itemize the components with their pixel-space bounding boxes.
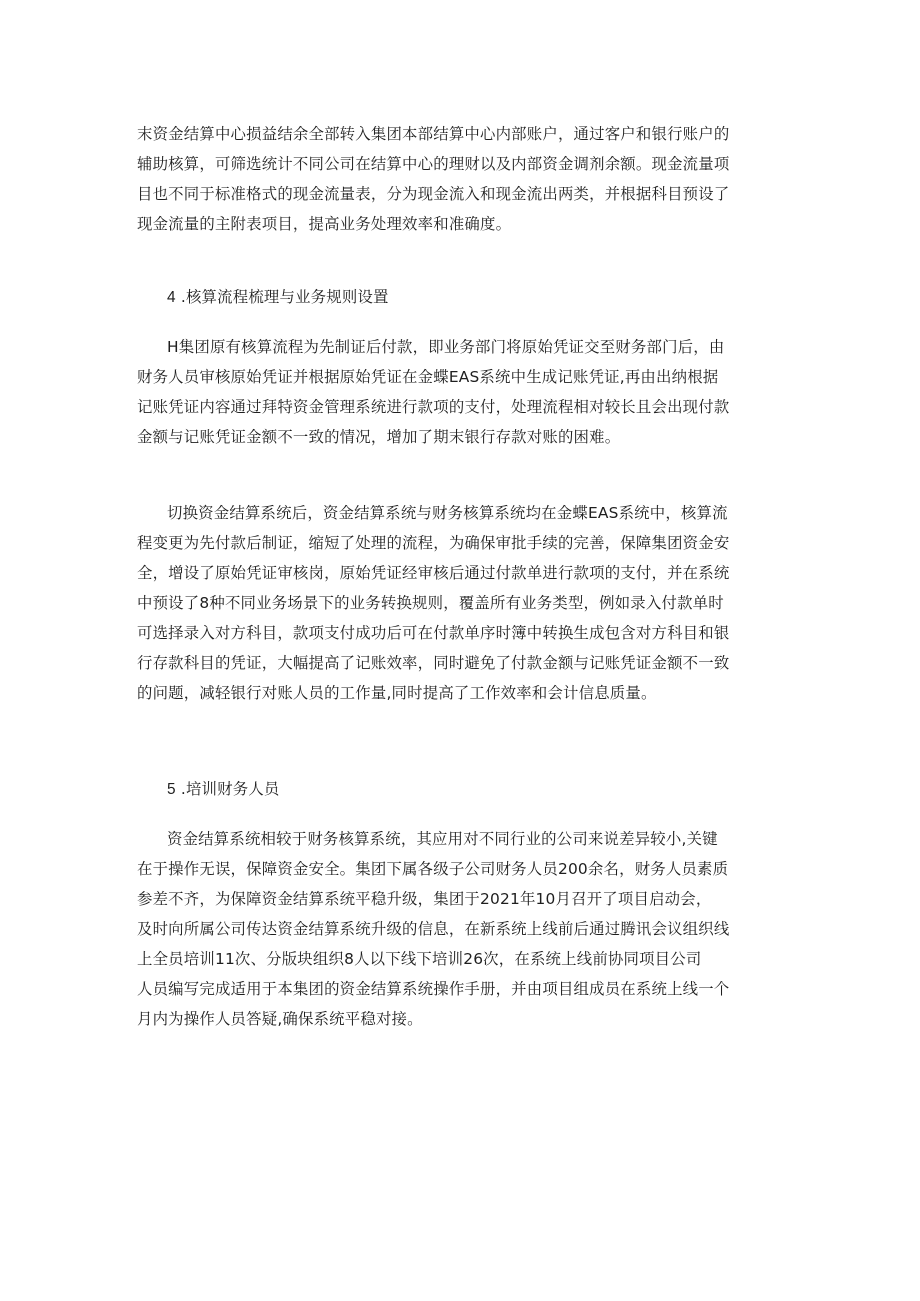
text-line: 程变更为先付款后制证，缩短了处理的流程，为确保审批手续的完善，保障集团资金安 (137, 534, 730, 552)
text-line: 上全员培训11次、分版块组织8人以下线下培训26次，在系统上线前协同项目公司 (137, 950, 702, 968)
text-line: 现金流量的主附表项目，提高业务处理效率和准确度。 (137, 215, 512, 233)
text-line: 辅助核算，可筛选统计不同公司在结算中心的理财以及内部资金调剂余额。现金流量项 (137, 155, 730, 173)
text-line: 目也不同于标准格式的现金流量表，分为现金流入和现金流出两类，并根据科目预设了 (137, 185, 730, 203)
paragraph-settlement-center (137, 119, 787, 239)
text-line: 财务人员审核原始凭证并根据原始凭证在金蝶EAS系统中生成记账凭证,再由出纳根据 (137, 368, 719, 386)
text-line: 切换资金结算系统后，资金结算系统与财务核算系统均在金蝶EAS系统中，核算流 (167, 504, 728, 522)
text-line: 记账凭证内容通过拜特资金管理系统进行款项的支付，处理流程相对较长且会出现付款 (137, 398, 730, 416)
text-line: 末资金结算中心损益结余全部转入集团本部结算中心内部账户，通过客户和银行账户的 (137, 125, 730, 143)
text-line: 行存款科目的凭证，大幅提高了记账效率，同时避免了付款金额与记账凭证金额不一致 (137, 654, 730, 672)
text-line: 可选择录入对方科目，款项支付成功后可在付款单序时簿中转换生成包含对方科目和银 (137, 624, 730, 642)
section-heading-5 (167, 774, 280, 804)
text-line: 及时向所属公司传达资金结算系统升级的信息，在新系统上线前后通过腾讯会议组织线 (137, 920, 730, 938)
text-line: 月内为操作人员答疑,确保系统平稳对接。 (137, 1010, 423, 1028)
paragraph-original-process (137, 332, 787, 452)
text-line: 的问题，减轻银行对账人员的工作量,同时提高了工作效率和会计信息质量。 (137, 684, 657, 702)
text-line: 资金结算系统相较于财务核算系统，其应用对不同行业的公司来说差异较小,关键 (167, 830, 718, 848)
paragraph-training (137, 824, 787, 1034)
text-line: H集团原有核算流程为先制证后付款，即业务部门将原始凭证交至财务部门后，由 (167, 338, 725, 356)
text-line: 中预设了8种不同业务场景下的业务转换规则，覆盖所有业务类型，例如录入付款单时 (137, 594, 724, 612)
heading-text: .核算流程梳理与业务规则设置 (180, 288, 389, 306)
text-line: 金额与记账凭证金额不一致的情况，增加了期末银行存款对账的困难。 (137, 428, 621, 446)
text-line: 全，增设了原始凭证审核岗，原始凭证经审核后通过付款单进行款项的支付，并在系统 (137, 564, 730, 582)
section-heading-4 (167, 282, 389, 312)
text-line: 人员编写完成适用于本集团的资金结算系统操作手册，并由项目组成员在系统上线一个 (137, 980, 730, 998)
heading-number: 5 (167, 781, 176, 798)
paragraph-switch-system (137, 498, 787, 708)
text-line: 参差不齐，为保障资金结算系统平稳升级，集团于2021年10月召开了项目启动会， (137, 890, 712, 908)
text-line: 在于操作无误，保障资金安全。集团下属各级子公司财务人员200余名，财务人员素质 (137, 860, 729, 878)
heading-number: 4 (167, 289, 176, 306)
heading-text: .培训财务人员 (180, 780, 280, 798)
